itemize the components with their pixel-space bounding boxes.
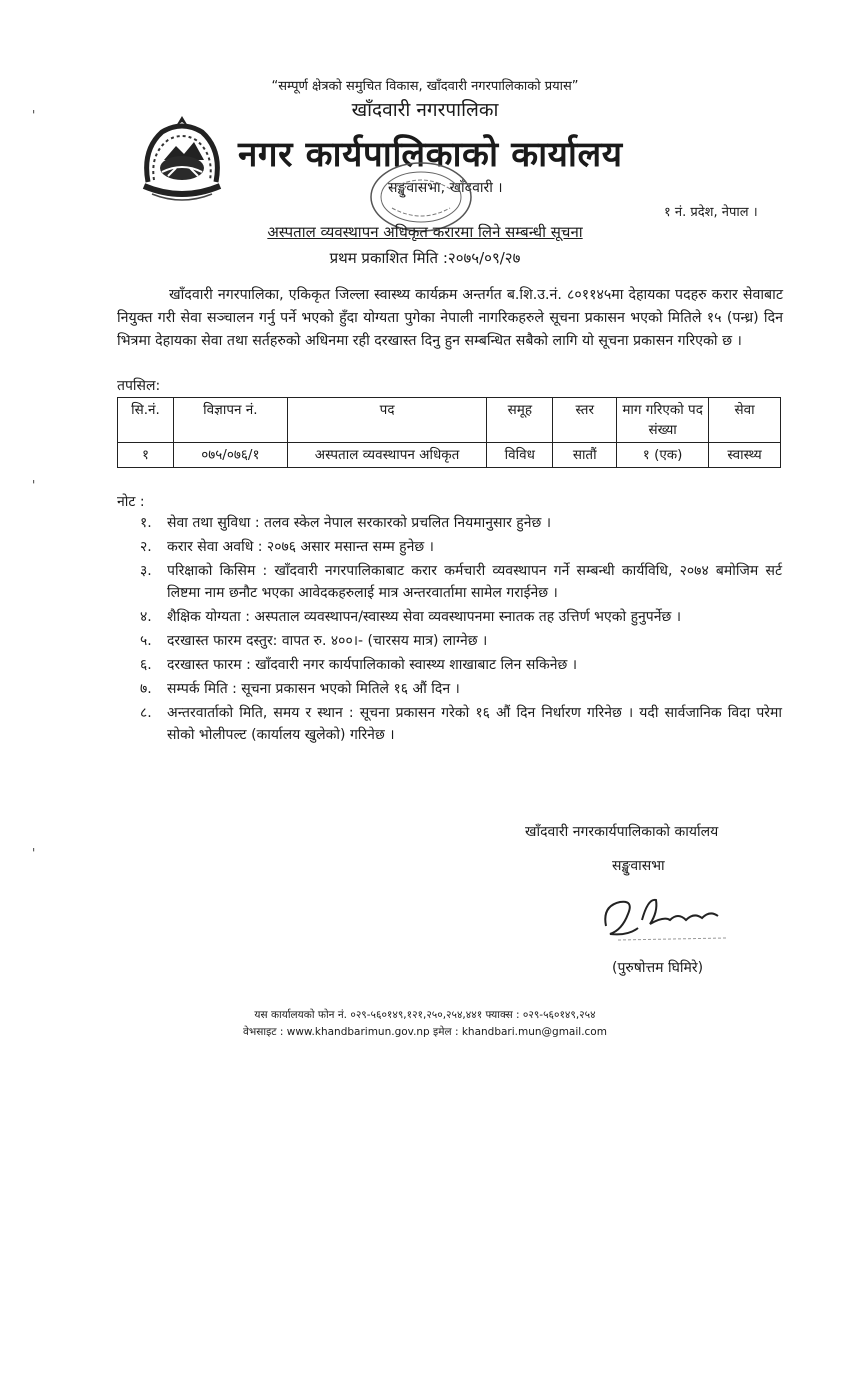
signatory-name: (पुरुषोत्तम घिमिरे) xyxy=(612,960,704,976)
margin-speck: ' xyxy=(32,108,36,122)
table-row xyxy=(118,443,781,468)
note-number: ४. xyxy=(140,609,152,625)
signoff-place: सङ्खुवासभा xyxy=(612,858,665,874)
note-text: शैक्षिक योग्यता : अस्पताल व्यवस्थापन/स्वास्थ्य सेवा व्यवस्थापनमा स्नातक तह उत्तिर्ण भएको हुनुपर्नेछ । xyxy=(167,609,682,625)
signoff-office: खाँदवारी नगरकार्यपालिकाको कार्यालय xyxy=(525,824,719,840)
list-item xyxy=(140,606,782,628)
list-item xyxy=(140,702,782,746)
list-item xyxy=(140,536,782,558)
footer-web-email: वेभसाइट : www.khandbarimun.gov.np इमेल : khandbari.mun@gmail.com xyxy=(243,1026,607,1038)
notes-label: नोट : xyxy=(117,494,145,510)
list-item xyxy=(140,654,782,676)
table-cell: १ (एक) xyxy=(617,443,709,468)
table-cell: ०७५/०७६/१ xyxy=(173,443,287,468)
table-cell: विविध xyxy=(487,443,553,468)
margin-speck: ' xyxy=(32,478,36,492)
notice-subject: अस्पताल व्यवस्थापन अधिकृत करारमा लिने सम्बन्धी सूचना xyxy=(267,223,583,241)
slogan: “सम्पूर्ण क्षेत्रको समुचित विकास, खाँदवारी नगरपालिकाको प्रयास” xyxy=(271,79,579,94)
province: १ नं. प्रदेश, नेपाल । xyxy=(664,205,758,220)
table-cell: स्वास्थ्य xyxy=(709,443,781,468)
note-number: ३. xyxy=(140,563,152,579)
column-header: विज्ञापन नं. xyxy=(173,398,287,443)
column-header: पद xyxy=(287,398,487,443)
footer-phone: यस कार्यालयको फोन नं. ०२९-५६०१४९,१२१,२५०,२५४,४४१ फ्याक्स : ०२९-५६०१४९,२५४ xyxy=(254,1009,596,1021)
column-header: सेवा xyxy=(709,398,781,443)
margin-speck: ' xyxy=(32,846,36,860)
note-text: अन्तरवार्ताको मिति, समय र स्थान : सूचना प्रकासन गरेको १६ औं दिन निर्धारण गरिनेछ । यदी सार्वजानिक विदा परेमा सोको भोलीपल्ट (कार्यालय खुलेको) गरिनेछ । xyxy=(167,705,782,743)
column-header: स्तर xyxy=(553,398,617,443)
office-address: सङ्खुवासभा, खाँदवारी । xyxy=(388,180,503,196)
published-date: प्रथम प्रकाशित मिति :२०७५/०९/२७ xyxy=(329,249,521,267)
notice-body: खाँदवारी नगरपालिका, एकिकृत जिल्ला स्वास्थ्य कार्यक्रम अन्तर्गत ब.शि.उ.नं. ८०११४५मा देहायका पदहरु करार सेवाबाट नियुक्त गरी सेवा सञ्चालन गर्नु पर्ने भएको हुँदा योग्यता पुगेका नेपाली नागरिकहरुले सूचना प्रकासन भएको मितिले १५ (पन्ध्र) दिन भित्रमा देहायका सेवा तथा सर्तहरुको अधिनमा रही दरखास्त दिनु हुन सम्बन्धित सबैको लागि यो सूचना प्रकासन गरिएको छ । xyxy=(117,287,783,349)
list-item xyxy=(140,512,782,534)
table-cell: अस्पताल व्यवस्थापन अधिकृत xyxy=(287,443,487,468)
table-cell: १ xyxy=(118,443,174,468)
vacancy-table xyxy=(117,397,781,468)
note-text: दरखास्त फारम : खाँदवारी नगर कार्यपालिकाको स्वास्थ्य शाखाबाट लिन सकिनेछ । xyxy=(167,657,578,673)
column-header: सि.नं. xyxy=(118,398,174,443)
note-text: करार सेवा अवधि : २०७६ असार मसान्त सम्म हुनेछ । xyxy=(167,539,434,555)
nepal-emblem-icon xyxy=(128,110,236,210)
list-item xyxy=(140,630,782,652)
table-cell: सातौं xyxy=(553,443,617,468)
list-item xyxy=(140,560,782,604)
note-number: १. xyxy=(140,515,152,531)
column-header: माग गरिएको पद संख्या xyxy=(617,398,709,443)
note-number: २. xyxy=(140,539,152,555)
notes-list xyxy=(140,512,782,748)
signature-icon xyxy=(598,890,738,950)
note-number: ६. xyxy=(140,657,152,673)
municipality-name: खाँदवारी नगरपालिका xyxy=(351,99,499,121)
office-title: नगर कार्यपालिकाको कार्यालय xyxy=(238,135,623,175)
note-text: दरखास्त फारम दस्तुर: वापत रु. ४००।- (चारसय मात्र) लाग्नेछ । xyxy=(167,633,488,649)
note-number: ५. xyxy=(140,633,152,649)
note-text: सेवा तथा सुविधा : तलव स्केल नेपाल सरकारको प्रचलित नियमानुसार हुनेछ । xyxy=(167,515,552,531)
note-text: परिक्षाको किसिम : खाँदवारी नगरपालिकाबाट करार कर्मचारी व्यवस्थापन गर्ने सम्बन्धी कार्यविधि, २०७४ बमोजिम सर्ट लिष्टमा नाम छनौट भएका आवेदकहरुलाई मात्र अन्तरवार्तामा सामेल गराईनेछ । xyxy=(167,563,782,601)
note-text: सम्पर्क मिति : सूचना प्रकासन भएको मितिले १६ औं दिन । xyxy=(167,681,460,697)
note-number: ८. xyxy=(140,705,152,721)
column-header: समूह xyxy=(487,398,553,443)
list-item xyxy=(140,678,782,700)
details-label: तपसिल: xyxy=(117,378,161,394)
table-header-row xyxy=(118,398,781,443)
note-number: ७. xyxy=(140,681,152,697)
